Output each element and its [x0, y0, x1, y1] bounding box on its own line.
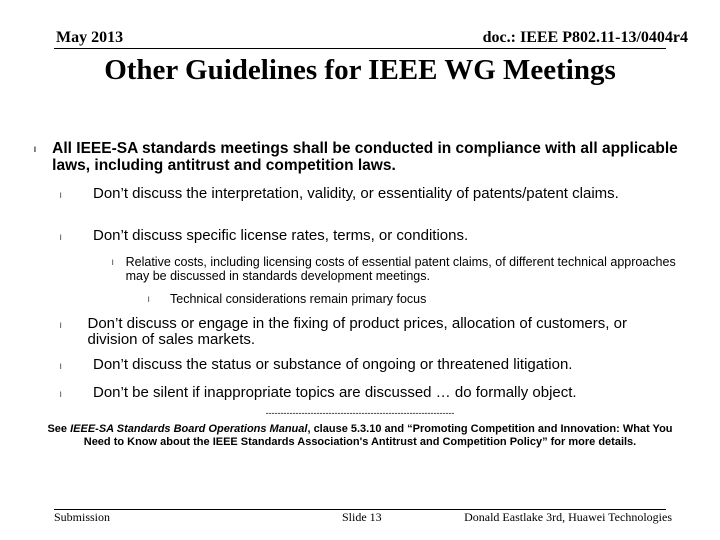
bullet-marker-icon: l [112, 260, 114, 267]
header-doc-id: doc.: IEEE P802.11-13/0404r4 [482, 29, 688, 46]
bullet-item-text: Don’t discuss specific license rates, terms, or conditions. [93, 227, 469, 244]
bullet-item [60, 316, 680, 348]
bullet-item-text: Don’t discuss or engage in the fixing of product prices, allocation of customers, or division of sales markets. [87, 315, 627, 348]
footer-slide-number: Slide 13 [342, 510, 382, 524]
bullet-marker-icon: l [60, 235, 62, 242]
bullet-marker-icon: l [34, 147, 36, 154]
sub-bullet [112, 255, 682, 283]
footer-author: Donald Eastlake 3rd, Huawei Technologies [464, 510, 672, 524]
bullet-item-text: Don’t be silent if inappropriate topics are discussed … do formally object. [93, 384, 577, 401]
see-note-rest: , clause 5.3.10 and “Promoting Competition and Innovation: What You Need to Know about the IEEE Standards Association's Antitrust and Competition Policy” for more details. [83, 423, 673, 448]
see-note [40, 423, 680, 449]
slide-title: Other Guidelines for IEEE WG Meetings [104, 54, 616, 86]
bullet-item [60, 357, 680, 373]
bullet-item-text: Don’t discuss the interpretation, validity, or essentiality of patents/patent claims. [93, 185, 619, 202]
header-date: May 2013 [56, 29, 124, 46]
footer-submission: Submission [54, 510, 111, 524]
header-rule [54, 48, 666, 49]
bullet-item [60, 228, 680, 244]
bullet-item [60, 385, 680, 401]
see-note-manual: IEEE-SA Standards Board Operations Manual [70, 423, 308, 435]
sub-sub-bullet [148, 292, 668, 306]
bullet-marker-icon: l [60, 392, 62, 399]
bullet-item [60, 186, 680, 202]
separator-line: --------------------------------------------------------------- [265, 408, 455, 418]
bullet-marker-icon: l [148, 297, 150, 304]
see-note-prefix: See [47, 423, 71, 435]
sub-bullet-text: Relative costs, including licensing costs of essential patent claims, of different technical approaches may be discussed in standards development meetings. [125, 255, 676, 283]
bullet-marker-icon: l [60, 364, 62, 371]
sub-sub-bullet-text: Technical considerations remain primary focus [170, 292, 427, 306]
bullet-main [34, 140, 684, 174]
bullet-marker-icon: l [60, 193, 62, 200]
bullet-marker-icon: l [60, 323, 62, 330]
bullet-item-text: Don’t discuss the status or substance of ongoing or threatened litigation. [93, 356, 573, 373]
bullet-main-text: All IEEE-SA standards meetings shall be conducted in compliance with all applicable laws, including antitrust and competition laws. [52, 140, 678, 174]
